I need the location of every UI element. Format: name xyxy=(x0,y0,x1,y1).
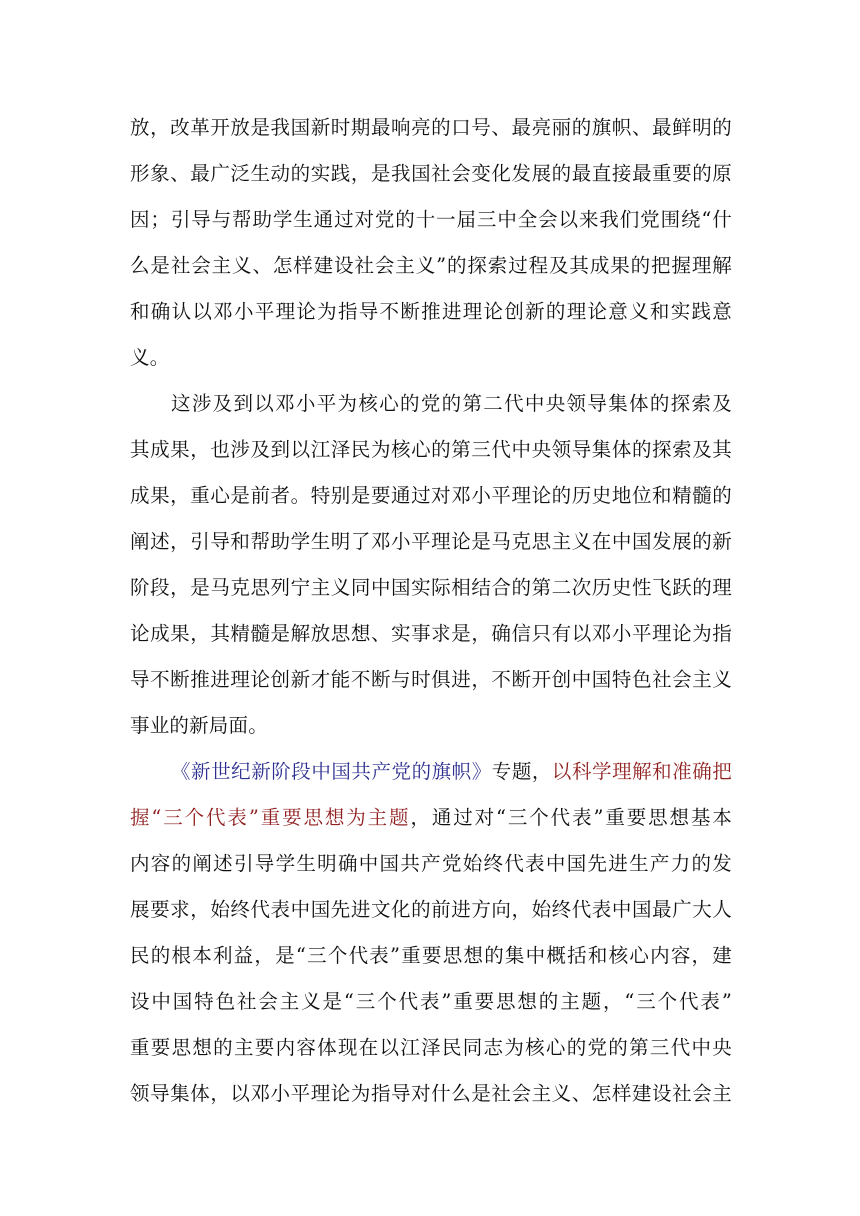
text-line: 放，改革开放是我国新时期最响亮的口号、最亮丽的旗帜、最鲜明的 xyxy=(130,116,732,139)
text-line: 形象、最广泛生动的实践，是我国社会变化发展的最直接最重要的原 xyxy=(130,162,732,185)
text-line: 导不断推进理论创新才能不断与时俱进，不断开创中国特色社会主义 xyxy=(130,668,732,691)
text-line: 事业的新局面。 xyxy=(130,714,268,737)
theme-suffix: ，通过对“三个代表”重要思想基本 xyxy=(410,806,732,829)
paragraph-1 xyxy=(130,105,732,381)
text-line: 阶段，是马克思列宁主义同中国实际相结合的第二次历史性飞跃的理 xyxy=(130,576,732,599)
paragraph-2 xyxy=(130,381,732,749)
text-line: 论成果，其精髓是解放思想、实事求是，确信只有以邓小平理论为指 xyxy=(130,622,732,645)
text-line: 和确认以邓小平理论为指导不断推进理论创新的理论意义和实践意 xyxy=(130,300,732,323)
topic-suffix: 专题， xyxy=(491,760,552,783)
text-line: 这涉及到以邓小平为核心的党的第二代中央领导集体的探索及 xyxy=(171,392,732,415)
body-text xyxy=(130,105,732,1117)
text-line: 成果，重心是前者。特别是要通过对邓小平理论的历史地位和精髓的 xyxy=(130,484,732,507)
text-line xyxy=(130,795,732,841)
text-line: 阐述，引导和帮助学生明了邓小平理论是马克思主义在中国发展的新 xyxy=(130,530,732,553)
paragraph-3 xyxy=(130,749,732,1117)
text-line: 领导集体，以邓小平理论为指导对什么是社会主义、怎样建设社会主 xyxy=(130,1082,732,1105)
text-line: 其成果，也涉及到以江泽民为核心的第三代中央领导集体的探索及其 xyxy=(130,438,732,461)
topic-theme-part2: 握“三个代表”重要思想为主题 xyxy=(130,806,411,829)
text-line: 民的根本利益，是“三个代表”重要思想的集中概括和核心内容，建 xyxy=(130,944,732,967)
text-line: 义。 xyxy=(130,346,170,369)
text-line: 重要思想的主要内容体现在以江泽民同志为核心的党的第三代中央 xyxy=(130,1036,732,1059)
text-line: 么是社会主义、怎样建设社会主义”的探索过程及其成果的把握理解 xyxy=(130,254,732,277)
text-line xyxy=(130,749,732,795)
text-line: 因；引导与帮助学生通过对党的十一届三中全会以来我们党围绕“什 xyxy=(130,208,732,231)
text-line: 展要求，始终代表中国先进文化的前进方向，始终代表中国最广大人 xyxy=(130,898,732,921)
text-line: 设中国特色社会主义是“三个代表”重要思想的主题，“三个代表” xyxy=(130,990,732,1013)
text-line: 内容的阐述引导学生明确中国共产党始终代表中国先进生产力的发 xyxy=(130,852,732,875)
topic-title: 《新世纪新阶段中国共产党的旗帜》 xyxy=(171,760,492,783)
topic-theme-part1: 以科学理解和准确把 xyxy=(551,760,732,783)
